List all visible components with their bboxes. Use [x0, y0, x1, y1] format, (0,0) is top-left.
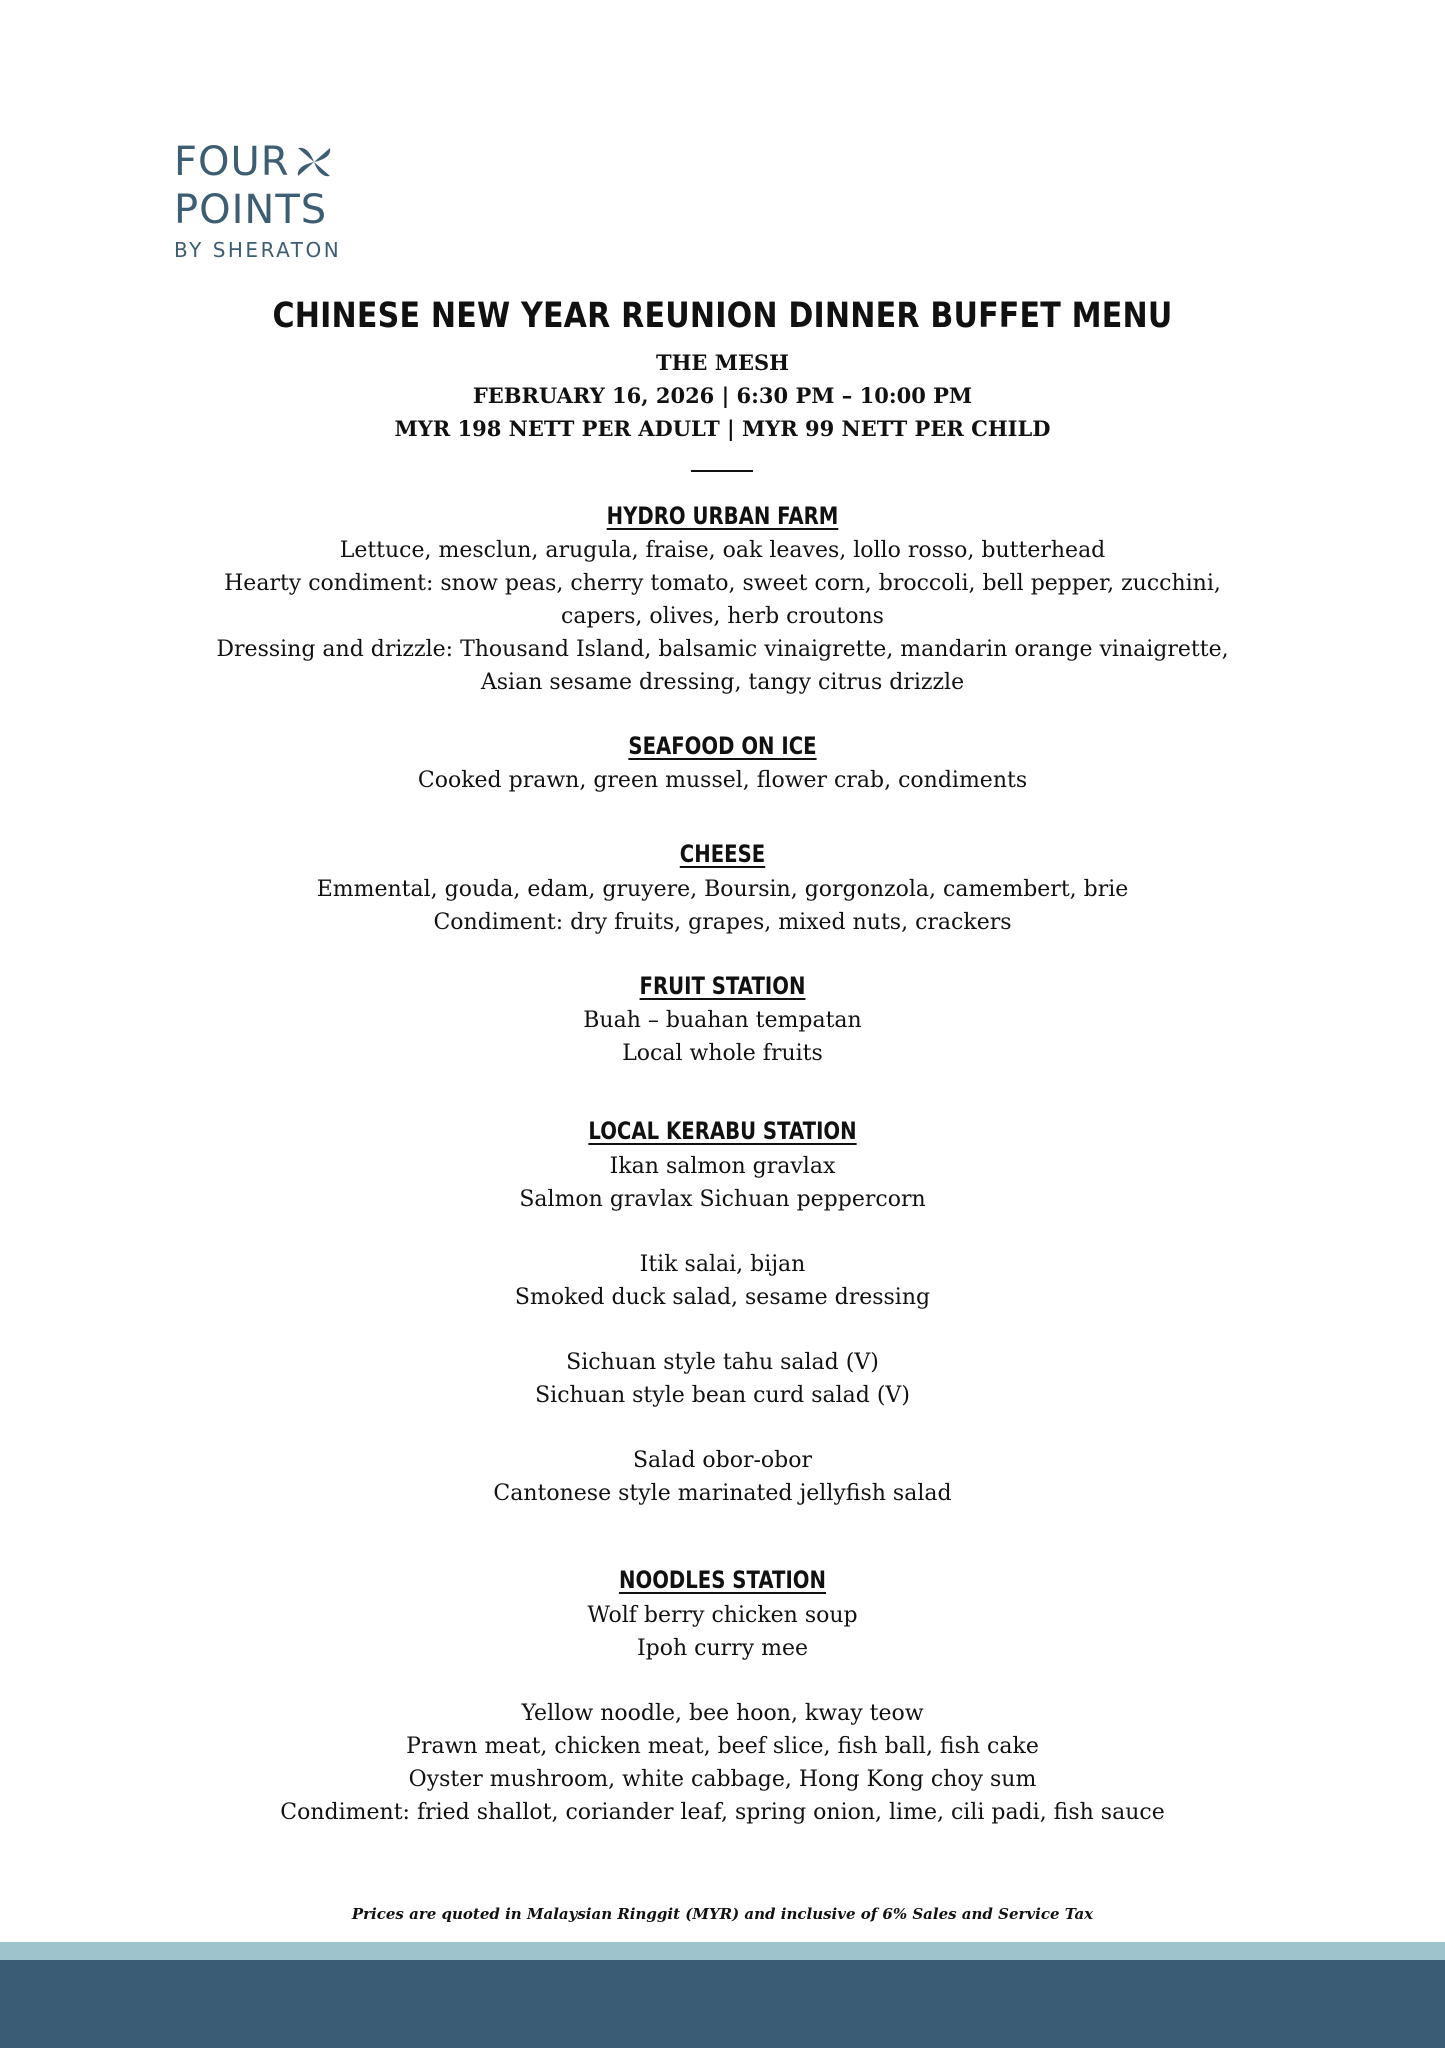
menu-line: Buah – buahan tempatan — [583, 1008, 862, 1033]
logo-text-by-sheraton: BY SHERATON — [174, 238, 342, 262]
section-heading-local-kerabu-station: LOCAL KERABU STATION — [588, 1117, 857, 1145]
logo-text-points: POINTS — [174, 187, 328, 233]
menu-line: Cooked prawn, green mussel, flower crab, condiments — [417, 768, 1028, 793]
tax-note: Prices are quoted in Malaysian Ringgit (MYR) and inclusive of 6% Sales and Service Tax — [351, 1905, 1094, 1923]
menu-line: Ikan salmon gravlax — [609, 1154, 836, 1179]
menu-line: Prawn meat, chicken meat, beef slice, fish ball, fish cake — [406, 1734, 1039, 1759]
section-heading-cheese: CHEESE — [679, 840, 766, 868]
divider — [691, 470, 753, 472]
price: MYR 198 NETT PER ADULT | MYR 99 NETT PER CHILD — [394, 416, 1051, 441]
menu-line: Asian sesame dressing, tangy citrus drizzle — [480, 670, 965, 695]
menu-line: Wolf berry chicken soup — [587, 1603, 858, 1628]
menu-line: Dressing and drizzle: Thousand Island, balsamic vinaigrette, mandarin orange vinaigrette, — [216, 637, 1229, 662]
menu-line: Itik salai, bijan — [639, 1252, 806, 1277]
menu-line: Salmon gravlax Sichuan peppercorn — [519, 1187, 926, 1212]
menu-title: CHINESE NEW YEAR REUNION DINNER BUFFET MENU — [272, 296, 1173, 336]
date-time: FEBRUARY 16, 2026 | 6:30 PM – 10:00 PM — [472, 383, 973, 408]
menu-line: Smoked duck salad, sesame dressing — [514, 1285, 931, 1310]
section-heading-hydro-urban-farm: HYDRO URBAN FARM — [606, 502, 839, 530]
venue: THE MESH — [655, 350, 790, 375]
section-heading-seafood-on-ice: SEAFOOD ON ICE — [628, 732, 817, 760]
menu-line: Cantonese style marinated jellyfish salad — [493, 1481, 952, 1506]
brand-logo — [174, 138, 341, 262]
section-heading-fruit-station: FRUIT STATION — [639, 972, 806, 1000]
menu-line: Condiment: dry fruits, grapes, mixed nuts, crackers — [433, 910, 1012, 935]
menu-line: capers, olives, herb croutons — [561, 604, 884, 629]
menu-line: Salad obor-obor — [632, 1448, 813, 1473]
logo-text-four: FOUR — [174, 139, 290, 185]
menu-line: Condiment: fried shallot, coriander leaf, spring onion, lime, cili padi, fish sauce — [280, 1800, 1165, 1825]
menu-line: Sichuan style tahu salad (V) — [566, 1350, 879, 1375]
menu-line: Emmental, gouda, edam, gruyere, Boursin, gorgonzola, camembert, brie — [316, 877, 1129, 902]
section-heading-noodles-station: NOODLES STATION — [619, 1566, 826, 1594]
menu-line: Sichuan style bean curd salad (V) — [535, 1383, 910, 1408]
menu-line: Lettuce, mesclun, arugula, fraise, oak leaves, lollo rosso, butterhead — [339, 538, 1106, 563]
footer-band-dark — [0, 1960, 1445, 2048]
menu-line: Hearty condiment: snow peas, cherry tomato, sweet corn, broccoli, bell pepper, zucchini, — [224, 571, 1221, 596]
menu-line: Local whole fruits — [622, 1041, 823, 1066]
menu-line: Ipoh curry mee — [636, 1636, 809, 1661]
menu-line: Oyster mushroom, white cabbage, Hong Kong choy sum — [408, 1767, 1037, 1792]
footer-band-light — [0, 1942, 1445, 1960]
menu-line: Yellow noodle, bee hoon, kway teow — [521, 1701, 924, 1726]
four-points-windmill-icon — [294, 142, 334, 182]
